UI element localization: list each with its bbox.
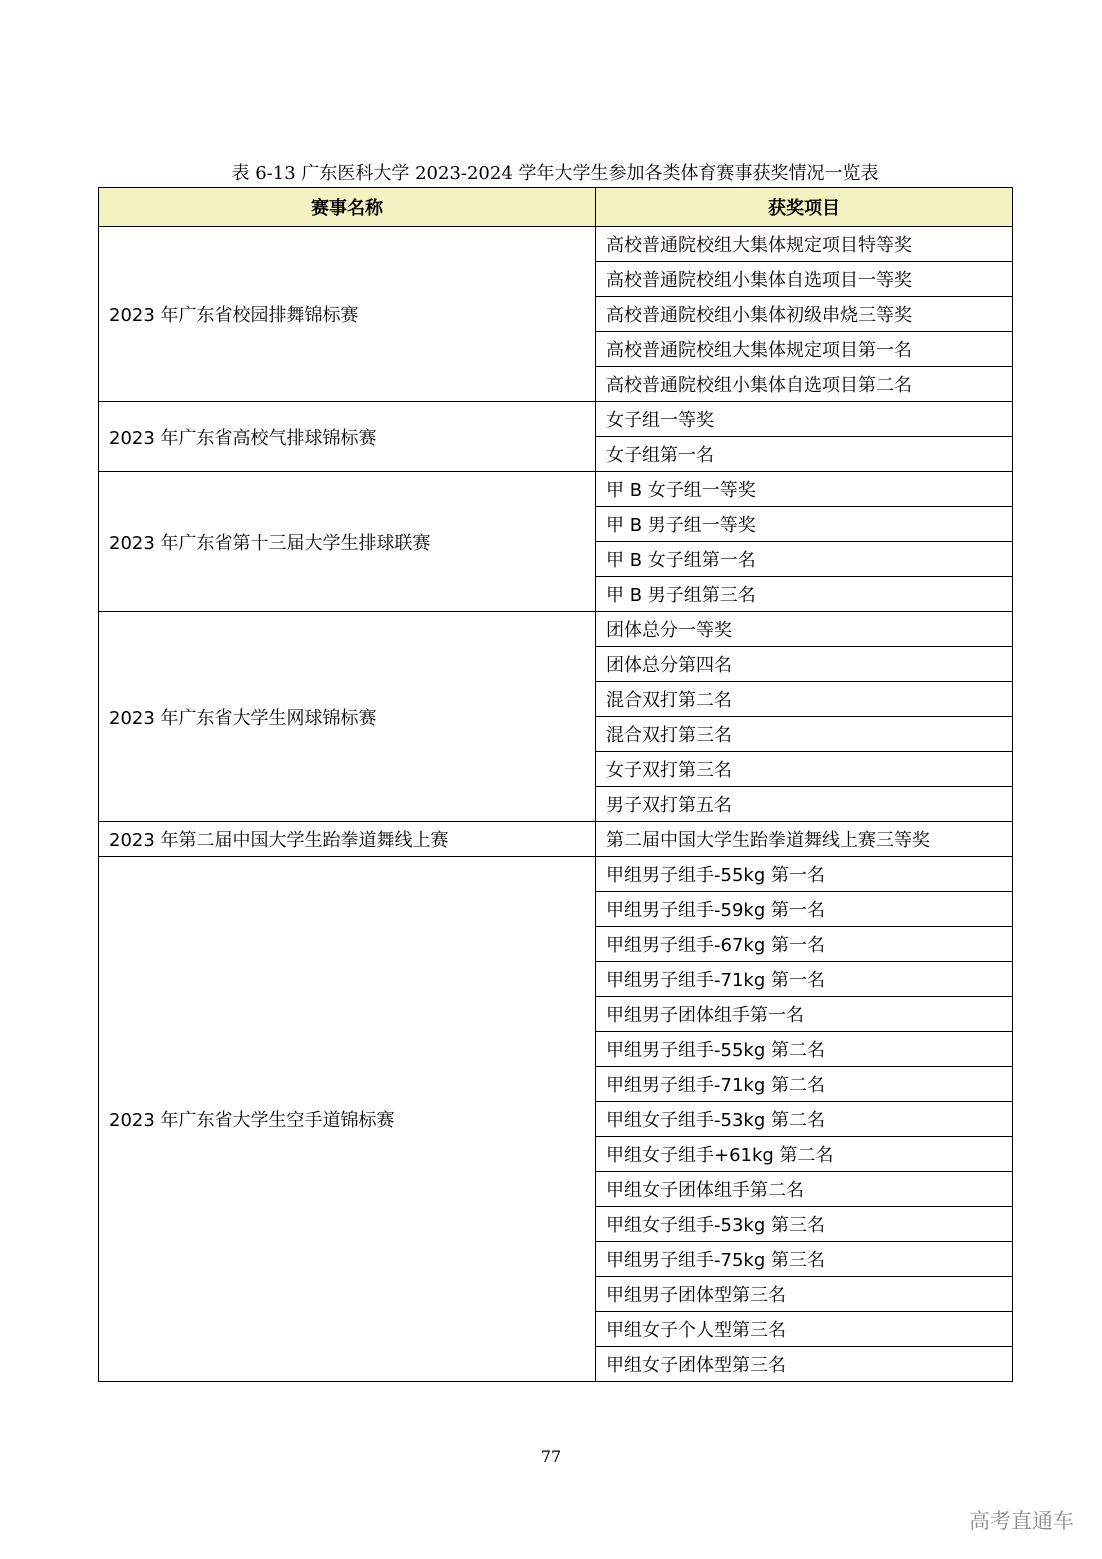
award-cell: 甲组男子组手-71kg 第一名 (596, 962, 1013, 997)
award-cell: 甲 B 男子组一等奖 (596, 507, 1013, 542)
award-cell: 甲组男子组手-55kg 第二名 (596, 1032, 1013, 1067)
award-cell: 甲组女子团体组手第二名 (596, 1172, 1013, 1207)
award-cell: 高校普通院校组小集体初级串烧三等奖 (596, 297, 1013, 332)
event-name-cell: 2023 年广东省大学生网球锦标赛 (99, 612, 596, 822)
watermark: 高考直通车 (969, 1509, 1074, 1533)
table-row (99, 472, 1013, 507)
table-caption: 表 6-13 广东医科大学 2023-2024 学年大学生参加各类体育赛事获奖情况一览表 (231, 163, 879, 184)
table-row (99, 612, 1013, 647)
event-name-cell: 2023 年广东省校园排舞锦标赛 (99, 227, 596, 402)
award-cell: 混合双打第二名 (596, 682, 1013, 717)
award-cell: 甲组女子组手-53kg 第三名 (596, 1207, 1013, 1242)
award-cell: 甲组男子团体型第三名 (596, 1277, 1013, 1312)
table-row (99, 857, 1013, 892)
award-cell: 女子组一等奖 (596, 402, 1013, 437)
award-cell: 甲 B 女子组一等奖 (596, 472, 1013, 507)
award-cell: 甲组女子个人型第三名 (596, 1312, 1013, 1347)
award-cell: 甲组女子组手-53kg 第二名 (596, 1102, 1013, 1137)
award-cell: 甲 B 女子组第一名 (596, 542, 1013, 577)
award-cell: 甲组女子团体型第三名 (596, 1347, 1013, 1382)
award-cell: 女子双打第三名 (596, 752, 1013, 787)
event-name-cell: 2023 年广东省高校气排球锦标赛 (99, 402, 596, 472)
awards-table (98, 187, 1013, 1382)
table-row (99, 227, 1013, 262)
award-cell: 团体总分第四名 (596, 647, 1013, 682)
table-row (99, 822, 1013, 857)
award-cell: 高校普通院校组小集体自选项目一等奖 (596, 262, 1013, 297)
header-row (99, 188, 1013, 227)
award-cell: 甲组男子组手-59kg 第一名 (596, 892, 1013, 927)
award-cell: 高校普通院校组大集体规定项目特等奖 (596, 227, 1013, 262)
page-number: 77 (540, 1447, 562, 1466)
table-body (99, 227, 1013, 1382)
award-cell: 女子组第一名 (596, 437, 1013, 472)
award-cell: 甲 B 男子组第三名 (596, 577, 1013, 612)
header-event-name: 赛事名称 (99, 188, 596, 227)
award-cell: 高校普通院校组大集体规定项目第一名 (596, 332, 1013, 367)
award-cell: 男子双打第五名 (596, 787, 1013, 822)
event-name-cell: 2023 年第二届中国大学生跆拳道舞线上赛 (99, 822, 596, 857)
event-name-cell: 2023 年广东省第十三届大学生排球联赛 (99, 472, 596, 612)
award-cell: 甲组女子组手+61kg 第二名 (596, 1137, 1013, 1172)
award-cell: 甲组男子团体组手第一名 (596, 997, 1013, 1032)
event-name-cell: 2023 年广东省大学生空手道锦标赛 (99, 857, 596, 1382)
award-cell: 甲组男子组手-75kg 第三名 (596, 1242, 1013, 1277)
award-cell: 甲组男子组手-67kg 第一名 (596, 927, 1013, 962)
award-cell: 甲组男子组手-71kg 第二名 (596, 1067, 1013, 1102)
award-cell: 第二届中国大学生跆拳道舞线上赛三等奖 (596, 822, 1013, 857)
header-award-item: 获奖项目 (596, 188, 1013, 227)
award-cell: 甲组男子组手-55kg 第一名 (596, 857, 1013, 892)
award-cell: 团体总分一等奖 (596, 612, 1013, 647)
award-cell: 混合双打第三名 (596, 717, 1013, 752)
table-row (99, 402, 1013, 437)
award-cell: 高校普通院校组小集体自选项目第二名 (596, 367, 1013, 402)
